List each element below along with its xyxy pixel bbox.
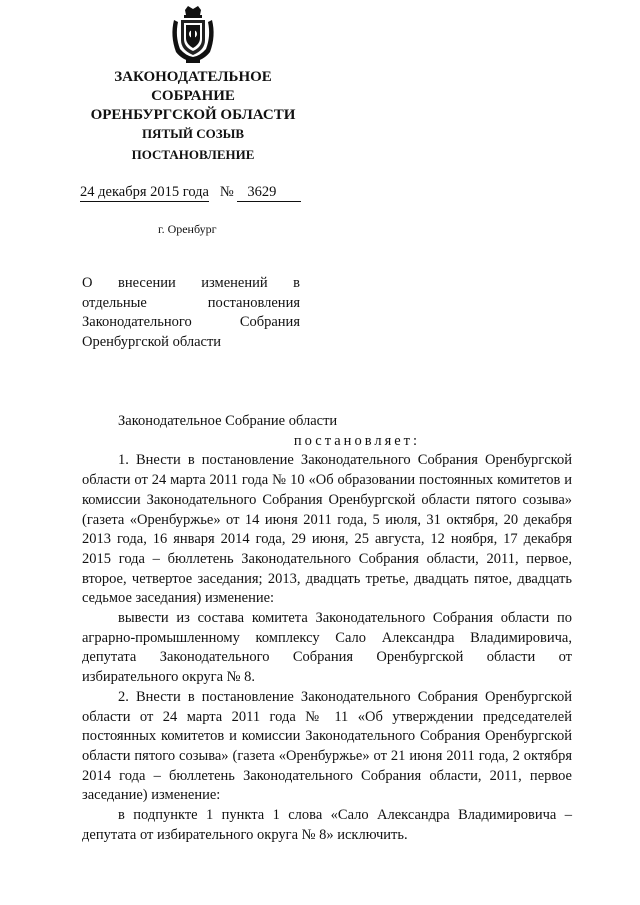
convocation: ПЯТЫЙ СОЗЫВ: [141, 126, 245, 141]
organization-name: [78, 68, 308, 125]
org-line: ОРЕНБУРГСКОЙ ОБЛАСТИ: [90, 107, 296, 123]
date-number-line: [80, 184, 301, 202]
org-line: СОБРАНИЕ: [151, 88, 235, 104]
org-line: ЗАКОНОДАТЕЛЬНОЕ: [114, 69, 272, 85]
paragraph: 1. Внести в постановление Законодательного Собрания Оренбургской области от 24 марта 2011 года № 10 «Об образовании постоянных комитетов и комиссии Законодательного Собрания Оренбургской области пятого созыва» (газета «Оренбуржье» от 14 июня 2011 года, 5 июля, 31 октября, 20 декабря 2013 года, 16 января 2014 года, 29 июня, 25 августа, 12 ноября, 17 декабря 2015 года – бюллетень Законодательного Собрания области, 2011, первое, второе, четвертое заседания; 2013, двадцать третье, двадцать пятое, двадцать седьмое заседания) изменение:: [82, 452, 572, 607]
preamble: Законодательное Собрание области: [118, 413, 338, 429]
document-number: 3629: [237, 184, 301, 202]
document-subject: О внесении изменений в отдельные постановления Законодательного Собрания Оренбургской области: [82, 275, 300, 350]
document-type: ПОСТАНОВЛЕНИЕ: [131, 147, 255, 162]
city: г. Оренбург: [158, 222, 217, 236]
number-sign: №: [219, 184, 234, 200]
document-body: [82, 412, 572, 845]
document-date: 24 декабря 2015 года: [80, 184, 209, 200]
decides: постановляет:: [293, 432, 421, 449]
paragraph: 2. Внести в постановление Законодательного Собрания Оренбургской области от 24 марта 2011 года № 11 «Об утверждении председателей постоянных комитетов и комиссии Законодательного Собрания Оренбургской области пятого созыва» (газета «Оренбуржье» от 21 июня 2011 года, 2 октября 2014 года – бюллетень Законодательного Собрания области, 2011, первое заседание) изменение:: [82, 688, 572, 804]
paragraph: в подпункте 1 пункта 1 слова «Сало Александра Владимировича – депутата от избирательного округа № 8» исключить.: [82, 807, 572, 843]
paragraph: вывести из состава комитета Законодательного Собрания области по аграрно-промышленному комплексу Сало Александра Владимировича, депутата Законодательного Собрания Оренбургской области от избирательного округа № 8.: [82, 610, 572, 686]
coat-of-arms-icon: [170, 6, 216, 64]
